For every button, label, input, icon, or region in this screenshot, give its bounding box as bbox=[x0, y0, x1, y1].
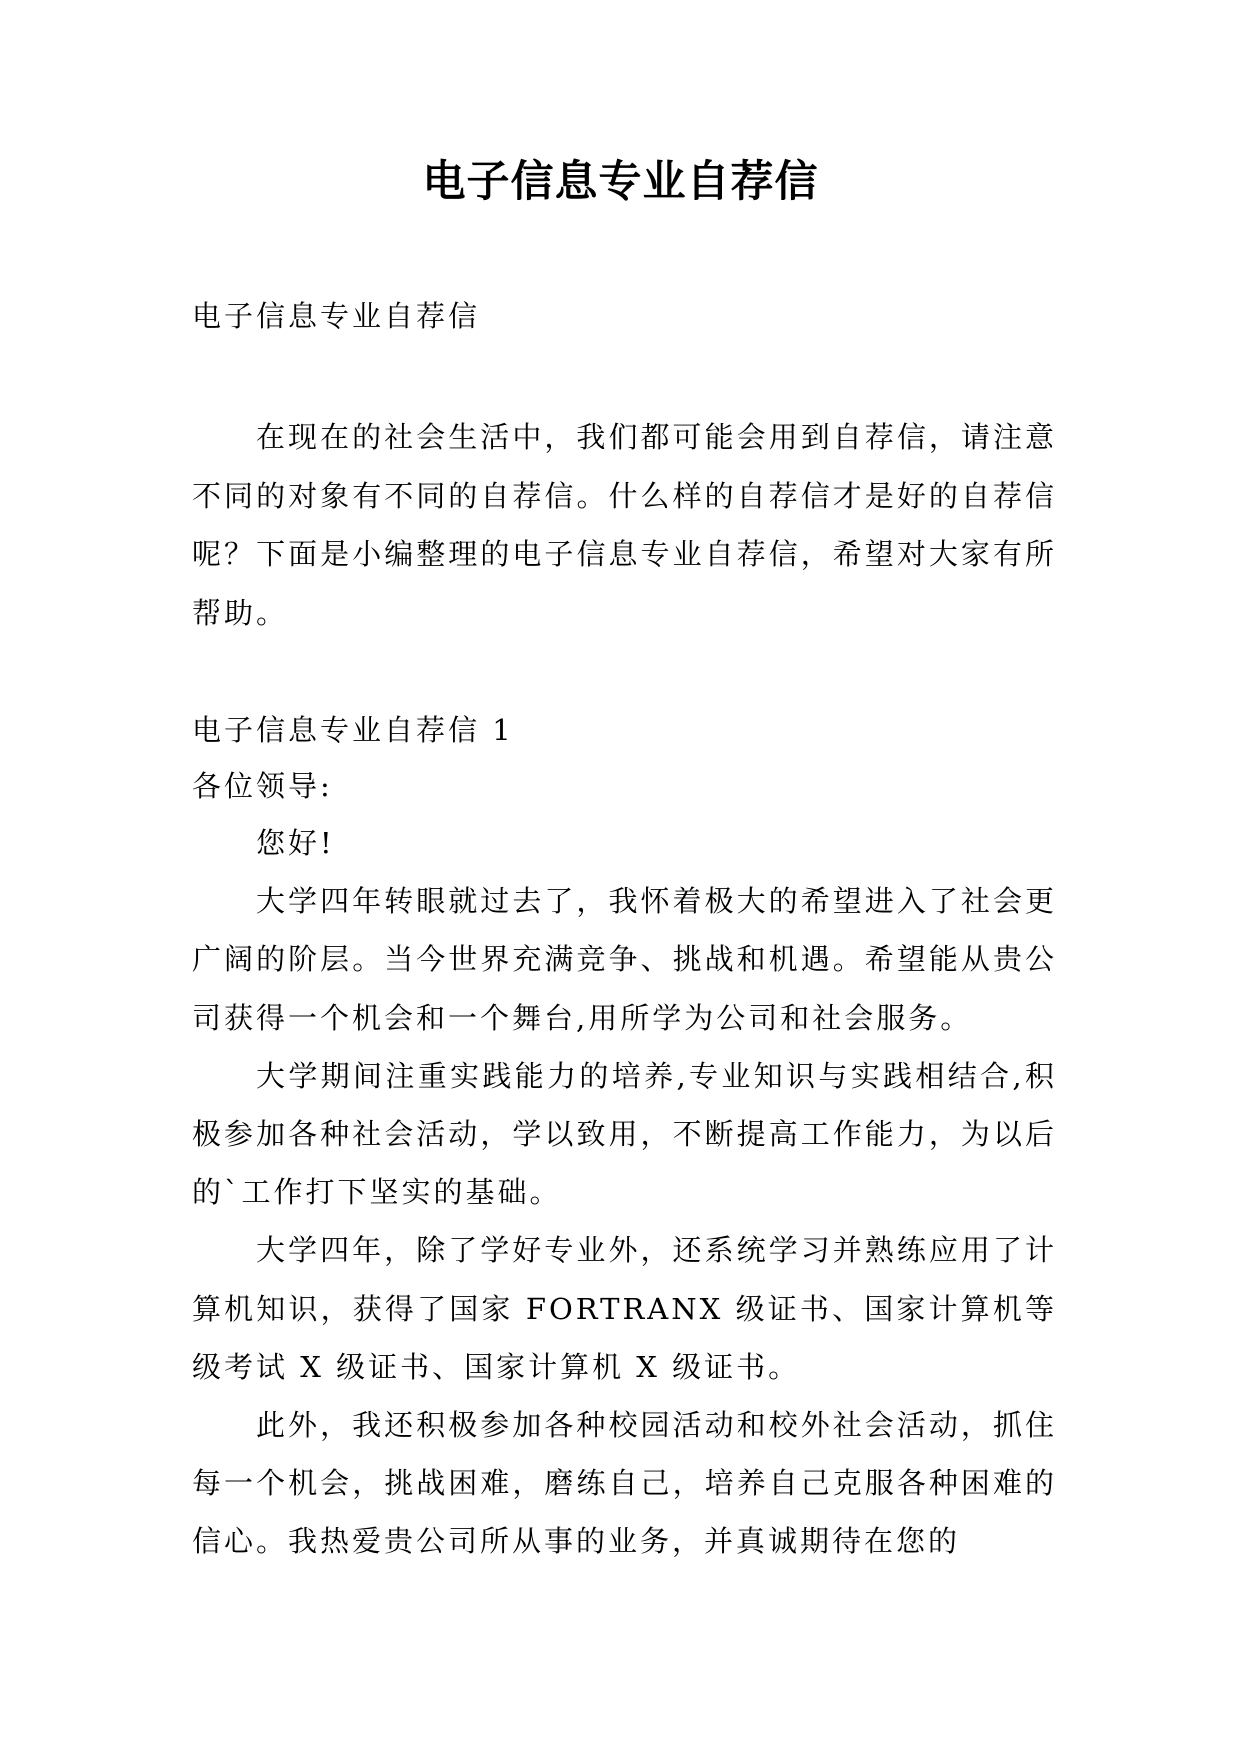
document-subtitle: 电子信息专业自荐信 bbox=[192, 299, 481, 333]
document-title: 电子信息专业自荐信 bbox=[422, 157, 819, 207]
body-paragraph: 大学四年，除了学好专业外，还系统学习并熟练应用了计算机知识，获得了国家 FORTRANX 级证书、国家计算机等级考试 X 级证书、国家计算机 X 级证书。 bbox=[192, 1233, 1057, 1384]
body-paragraph: 此外，我还积极参加各种校园活动和校外社会活动，抓住每一个机会，挑战困难，磨练自己，培养自己克服各种困难的信心。我热爱贵公司所从事的业务，并真诚期待在您的 bbox=[192, 1408, 1057, 1559]
letter-heading: 电子信息专业自荐信 1 bbox=[192, 713, 514, 747]
body-paragraph: 大学期间注重实践能力的培养,专业知识与实践相结合,积极参加各种社会活动，学以致用，不断提高工作能力，为以后的`工作打下坚实的基础。 bbox=[192, 1058, 1057, 1210]
body-paragraph: 大学四年转眼就过去了，我怀着极大的希望进入了社会更广阔的阶层。当今世界充满竞争、挑战和机遇。希望能从贵公司获得一个机会和一个舞台,用所学为公司和社会服务。 bbox=[192, 884, 1057, 1035]
letter-salutation: 各位领导: bbox=[192, 769, 333, 803]
greeting-paragraph: 您好! bbox=[256, 826, 335, 860]
intro-paragraph: 在现在的社会生活中，我们都可能会用到自荐信，请注意不同的对象有不同的自荐信。什么样的自荐信才是好的自荐信呢？下面是小编整理的电子信息专业自荐信，希望对大家有所帮助。 bbox=[192, 420, 1057, 630]
letter-body bbox=[192, 814, 1057, 1571]
